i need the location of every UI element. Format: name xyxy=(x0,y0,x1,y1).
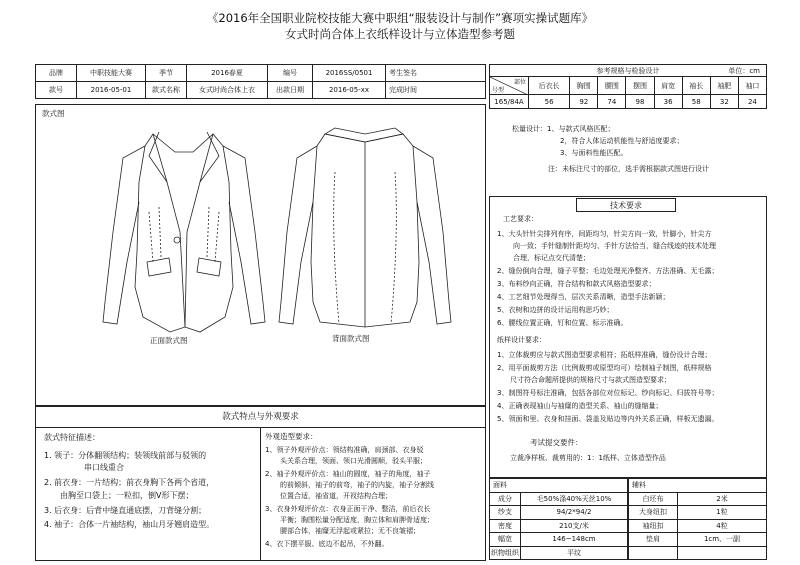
style-name-label: 款式名称 xyxy=(146,82,187,99)
style-no-label: 款号 xyxy=(36,82,77,99)
hdr-sleeve-length: 袖长 xyxy=(682,77,710,95)
pattern-line-4: 3、制图符号标注准确，包括各部位对位标记、纱向标记、归拔符号等； xyxy=(497,389,719,397)
pattern-title: 纸样设计要求： xyxy=(497,336,546,344)
feature-line-5: 3. 后衣身：后背中缝直通底摆，刀背缝分割； xyxy=(44,506,207,515)
aux-value: 4粒 xyxy=(678,519,767,533)
diagonal-header xyxy=(490,77,529,95)
craft-line-4: 2、缝份倒向合理，缝子平整；毛边处理光净整齐、方法准确、无毛露； xyxy=(497,267,719,275)
fabric-key: 密度 xyxy=(490,519,521,533)
ease-line-3: 3、与面料性能匹配。 xyxy=(560,149,628,157)
front-jacket-drawing xyxy=(103,132,265,332)
size-value: 165/84A xyxy=(490,95,529,109)
val-bust: 92 xyxy=(570,95,598,109)
fabric-title: 面料 xyxy=(490,479,628,493)
appearance-line-9: 4、衣下摆平服、底边不起吊，不外翻。 xyxy=(265,540,389,548)
back-view-label: 背面款式图 xyxy=(332,334,370,343)
val-sleeve-length: 58 xyxy=(682,95,710,109)
date-value: 2016-05-xx xyxy=(313,82,386,99)
feature-line-3: 2. 前衣身：一片结构；前衣身胸下各两个省道， xyxy=(44,478,215,487)
right-feature-title: 外观造型要求： xyxy=(265,432,318,441)
style-pic-label: 款式图 xyxy=(42,109,65,118)
pattern-line-6: 5、领面和里、衣身和挂面、袋盖及贴边等内外关系正确，样板无遗漏。 xyxy=(497,415,719,423)
hdr-bust: 胸围 xyxy=(570,77,598,95)
aux-key: 白坯布 xyxy=(629,492,678,506)
craft-line-8: 6、腰线位置正确，钉和位置、标示准确。 xyxy=(497,319,628,327)
brand-label: 品牌 xyxy=(36,65,77,82)
appearance-line-8: 腰部合体，袖窿无浮起或紧拉；无不良皱褶； xyxy=(280,527,420,535)
appearance-line-5: 位置合适，袖省道，开衩结构合理； xyxy=(280,492,392,500)
val-back-length: 56 xyxy=(529,95,570,109)
unit-label: 单位：cm xyxy=(728,66,760,75)
appearance-line-4: 的前倾斜，袖子的前弯，袖子的内旋，袖子分割线 xyxy=(280,481,434,489)
note-line: 注：未标注尺寸的部位，选手需根据款式图进行设计 xyxy=(548,165,709,173)
hdr-hem: 摆围 xyxy=(626,77,654,95)
accessories-table xyxy=(628,478,767,560)
aux-value: 2米 xyxy=(678,492,767,506)
craft-line-6: 4、工艺细节处理得当，层次关系清晰，造型手法新颖； xyxy=(497,293,670,301)
size-table-title: 参考规格与检验设计 xyxy=(596,66,660,75)
features-divider xyxy=(260,428,261,561)
val-shoulder: 36 xyxy=(654,95,682,109)
left-feature-title: 款式特征描述： xyxy=(44,433,100,442)
craft-line-7: 5、衣树和边拼的设计运用构思巧妙； xyxy=(497,306,614,314)
fabric-value: 平纹 xyxy=(521,546,628,560)
features-header: 款式特点与外观要求 xyxy=(35,406,486,428)
season-label: 季节 xyxy=(146,65,187,82)
fabric-table xyxy=(489,478,628,560)
pattern-line-3: 尺寸符合命题所提供的规格尺寸与款式图造型要求； xyxy=(510,376,671,384)
code-value: 2016SS/0501 xyxy=(313,65,386,82)
ease-line-2: 2，符合人体运动机能性与舒适度要求； xyxy=(560,137,684,145)
val-cuff: 24 xyxy=(738,95,766,109)
fabric-value: 毛50%涤40%天丝10% xyxy=(521,492,628,506)
fabric-key: 幅宽 xyxy=(490,533,521,547)
aux-value: 1cm、一副 xyxy=(678,533,767,547)
size-label: 号型 xyxy=(492,87,505,94)
fabric-key: 成分 xyxy=(490,492,521,506)
fabric-key: 纱支 xyxy=(490,506,521,520)
part-label: 部位 xyxy=(513,79,526,86)
style-no-value: 2016-05-01 xyxy=(77,82,146,99)
tech-header: 技术要求 xyxy=(576,198,676,212)
aux-title: 辅料 xyxy=(629,479,767,493)
feature-line-1: 1. 领子：分体翻领结构；装领线前部与驳领的 xyxy=(44,451,207,460)
date-label: 出款日期 xyxy=(268,82,313,99)
craft-line-3: 合理，标记点交代清楚； xyxy=(513,254,590,262)
exam-subtitle: 女式时尚合体上衣纸样设计与立体造型参考题 xyxy=(285,27,515,41)
aux-key: 大身纽扣 xyxy=(629,506,678,520)
student-sign-label: 考生签名 xyxy=(386,65,486,82)
exam-submit-title: 考试提交要件： xyxy=(530,438,583,447)
feature-line-2: 串口线重合 xyxy=(84,463,124,472)
hdr-shoulder: 肩宽 xyxy=(654,77,682,95)
appearance-line-1: 1、领子外观评价点：领结构准确，肩颈部、衣身驳 xyxy=(265,446,424,454)
val-sleeve-width: 32 xyxy=(710,95,738,109)
val-waist: 74 xyxy=(598,95,626,109)
info-table xyxy=(35,64,486,99)
season-value: 2016春夏 xyxy=(187,65,268,82)
hdr-sleeve-width: 袖肥 xyxy=(710,77,738,95)
val-hem: 98 xyxy=(626,95,654,109)
aux-key: 袖纽扣 xyxy=(629,519,678,533)
appearance-line-7: 平衡；胸围松量分配适度，胸立体和肩胛骨适度； xyxy=(280,516,434,524)
pattern-line-5: 4、正确表现袖山与袖窿的造型关系、袖山的缝缩量； xyxy=(497,402,663,410)
fabric-value: 146~148cm xyxy=(521,533,628,547)
aux-value: 1粒 xyxy=(678,506,767,520)
brand-value: 中职技能大赛 xyxy=(77,65,146,82)
feature-line-4: 由胸至口袋上；一粒扣，倒V形下摆； xyxy=(60,491,194,500)
hdr-waist: 腰围 xyxy=(598,77,626,95)
jacket-drawings xyxy=(35,112,486,402)
craft-line-5: 3、布料纱向正确，符合结构和款式风格造型要求； xyxy=(497,280,656,288)
craft-line-2: 向一致；手针缝制针距均匀、手针方法恰当，缝合线迹的技术处理 xyxy=(513,242,716,250)
appearance-line-3: 2、袖子外观评价点：袖山的圆度，袖子的角度，袖子 xyxy=(265,470,431,478)
exam-submit-line: 立裁净样板、裁剪用的：1：1纸样、立体造型作品 xyxy=(510,454,666,462)
front-view-label: 正面款式图 xyxy=(150,336,188,345)
back-jacket-drawing xyxy=(279,128,451,327)
fabric-key: 织物组织 xyxy=(490,546,521,560)
craft-line-1: 1、大头针针尖排列有序，间距均匀，针尖方向一致，针脚小，针尖方 xyxy=(497,230,712,238)
feature-line-6: 4. 袖子：合体一片袖结构，袖山月牙翘肩造型。 xyxy=(44,520,215,529)
hdr-cuff: 袖口 xyxy=(738,77,766,95)
code-label: 编号 xyxy=(268,65,313,82)
appearance-line-6: 3、衣身外观评价点：衣身正面干净、整洁，前后衣长 xyxy=(265,505,431,513)
fabric-value: 210支/米 xyxy=(521,519,628,533)
aux-key: 垫肩 xyxy=(629,533,678,547)
ease-line-1: 松量设计：1、与款式风格匹配； xyxy=(512,125,615,133)
craft-title: 工艺要求： xyxy=(503,215,538,223)
finish-time-label: 完成时间 xyxy=(386,82,486,99)
size-table xyxy=(489,64,767,109)
exam-title: 《2016年全国职业院校技能大赛中职组“服装设计与制作”赛项实操试题库》 xyxy=(206,11,594,25)
pattern-line-2: 2、用平面裁剪方法（比例裁剪或原型均可）绘制袖子制图，纸样规格 xyxy=(497,364,712,372)
appearance-line-2: 头关系合理，领面、领口光滑圆顺，驳头平服； xyxy=(280,457,427,465)
fabric-value: 94/2*94/2 xyxy=(521,506,628,520)
style-name-value: 女式时尚合体上衣 xyxy=(187,82,268,99)
hdr-back-length: 后衣长 xyxy=(529,77,570,95)
pattern-line-1: 1、立体裁剪应与款式图造型要求相符；拓纸样准确，缝份设计合理； xyxy=(497,351,712,359)
